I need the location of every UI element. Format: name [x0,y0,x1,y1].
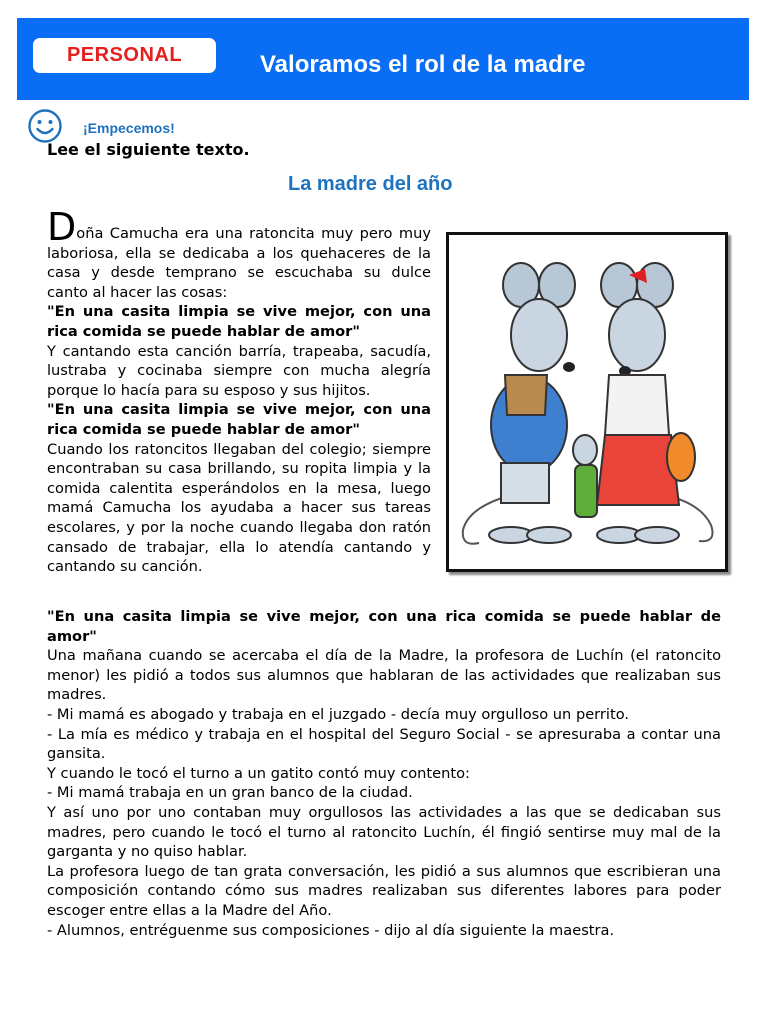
header-banner [17,18,749,100]
cat-intro: Y cuando le tocó el turno a un gatito contó muy contento: [47,764,470,782]
dialogue-goose: - La mía es médico y trabaja en el hospital del Seguro Social - se apresuraba a contar una gansita. [47,725,721,763]
story-paragraph-2: Y cantando esta canción barría, trapeaba, sacudía, lustraba y cocinaba siempre con mucha alegría porque lo hacía para su esposo y sus hijitos. [47,342,431,399]
smiley-face-icon [27,108,63,144]
story-paragraph-1 [47,205,431,302]
page-title: Valoramos el rol de la madre [260,51,586,78]
dialogue-dog: - Mi mamá es abogado y trabaja en el juzgado - decía muy orgulloso un perrito. [47,705,630,723]
story-column-text [47,205,431,577]
story-paragraph-3: Cuando los ratoncitos llegaban del colegio; siempre encontraban su casa brillando, su ropita limpia y la comida calentita esperándolos en la mesa, luego mamá Camucha los ayudaba a hacer sus tareas escolares, y por la noche cuando llegaba don ratón cansado de trabajar, ella lo atendía cantando y cantando su canción. [47,440,431,576]
story-paragraph-6: La profesora luego de tan grata conversación, les pidió a sus alumnos que escribieran una composición contando cómo sus madres realizaban sus diferentes labores para poder escoger entre ellas a la Madre del Año. [47,862,721,919]
refrain-2: "En una casita limpia se vive mejor, con una rica comida se puede hablar de amor" [47,401,431,438]
story-paragraph-4: Una mañana cuando se acercaba el día de la Madre, la profesora de Luchín (el ratoncito menor) les pidió a todos sus alumnos que hablaran de las actividades que realizaban sus madres. [47,647,721,704]
mouse-family-image [446,232,728,572]
instruction-text: Lee el siguiente texto. [47,140,250,159]
section-label: ¡Empecemos! [83,120,175,136]
paragraph-1-text: oña Camucha era una ratoncita muy pero muy laboriosa, ella se dedicaba a los quehaceres de la casa y desde temprano se escuchaba su dulce canto al hacer las cosas: [47,225,431,301]
area-tag: PERSONAL [33,38,216,73]
refrain-3: "En una casita limpia se vive mejor, con una rica comida se puede hablar de amor" [47,608,721,645]
story-paragraph-5: Y así uno por uno contaban muy orgullosos las actividades a las que se dedicaban sus madres, pero cuando le tocó el turno al ratoncito Luchín, él fingió sentirse muy mal de la garganta y no quiso hablar. [47,803,721,861]
dialogue-cat: - Mi mamá trabaja en un gran banco de la ciudad. [47,784,413,802]
refrain-1: "En una casita limpia se vive mejor, con una rica comida se puede hablar de amor" [47,303,431,340]
dialogue-teacher: - Alumnos, entréguenme sus composiciones - dijo al día siguiente la maestra. [47,921,615,939]
story-full-text [47,607,721,940]
story-title: La madre del año [288,173,453,195]
drop-cap: D [47,205,77,249]
